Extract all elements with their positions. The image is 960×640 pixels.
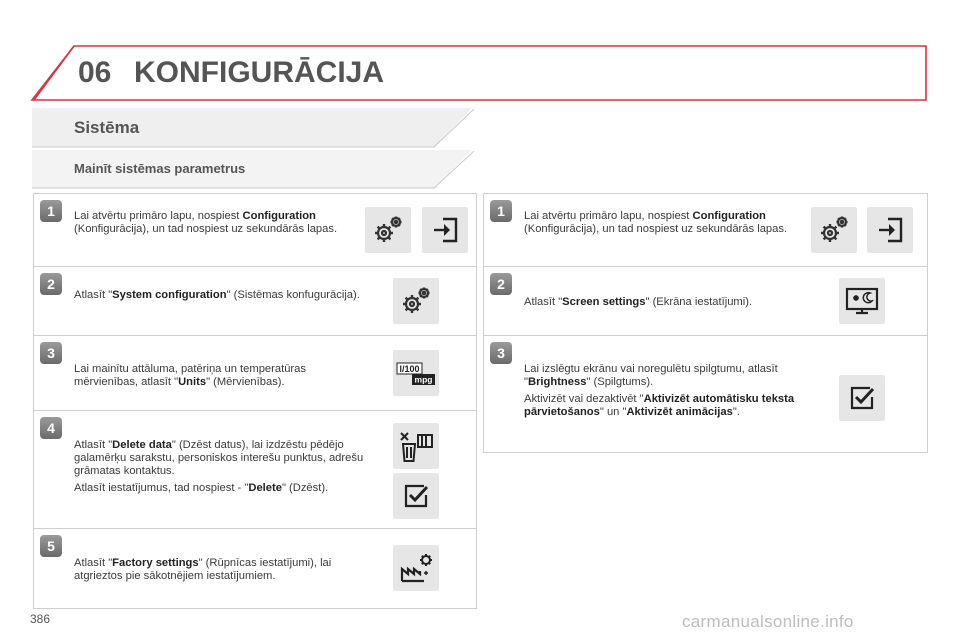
step-paragraph <box>74 557 364 583</box>
step-option-name: System configuration <box>112 289 227 301</box>
step-text: " (Rūpnīcas iestatījumi), lai atgrieztos pie sākotnējiem iestatījumiem. <box>74 557 332 582</box>
step-text: Aktivizēt vai dezaktivēt " <box>524 393 644 405</box>
right-steps-panel <box>483 193 928 453</box>
step-option-name: Units <box>178 376 207 388</box>
step-text: Atlasīt " <box>74 557 113 569</box>
step-paragraph <box>74 363 364 389</box>
step-text: (Konfigurācija), un tad nospiest uz sekundārās lapas. <box>524 223 788 235</box>
confirm-icon <box>393 473 439 519</box>
gears-icon <box>811 207 857 253</box>
step-number-badge: 2 <box>490 273 512 295</box>
step-description <box>74 439 364 499</box>
step-option-name: Configuration <box>692 210 766 222</box>
step-paragraph <box>74 289 364 302</box>
step-1 <box>484 194 927 267</box>
step-text: Lai atvērtu primāro lapu, nospiest <box>74 210 243 222</box>
page-number: 386 <box>30 612 51 626</box>
step-description <box>74 557 364 587</box>
step-number-badge: 5 <box>40 535 62 557</box>
watermark: carmanualsonline.info <box>682 612 854 631</box>
step-option-name: Screen settings <box>562 296 646 308</box>
units-icon-bottom-text: mpg <box>414 374 433 385</box>
step-5 <box>34 529 476 609</box>
step-option-name: Brightness <box>527 376 587 388</box>
step-text: " (Ekrāna iestatījumi). <box>645 296 753 308</box>
step-text: " (Spilgtums). <box>586 376 654 388</box>
step-text: Lai atvērtu primāro lapu, nospiest <box>524 210 693 222</box>
step-paragraph <box>524 363 814 389</box>
step-paragraph <box>74 439 364 478</box>
step-text: Atlasīt " <box>74 439 113 451</box>
step-text: Lai izslēgtu ekrānu vai noregulētu spilgtumu, atlasīt " <box>524 363 778 388</box>
step-text: " un " <box>599 406 627 418</box>
screen-settings-icon <box>839 278 885 324</box>
step-3 <box>34 336 476 411</box>
gears-icon <box>365 207 411 253</box>
step-paragraph <box>524 393 814 419</box>
step-option-name: Configuration <box>242 210 316 222</box>
step-number-badge: 4 <box>40 417 62 439</box>
step-number-badge: 1 <box>40 200 62 222</box>
step-description <box>74 363 364 393</box>
step-3 <box>484 336 927 454</box>
step-4 <box>34 411 476 529</box>
step-2 <box>34 267 476 336</box>
delete-data-icon <box>393 423 439 469</box>
step-description <box>524 296 814 313</box>
step-option-name: Aktivizēt animācijas <box>626 406 733 418</box>
gears-icon <box>393 278 439 324</box>
step-text: " (Dzēst datus), lai izdzēstu pēdējo galamērķu sarakstu, personiskos interešu punktus, adrešu grāmatas kontaktus. <box>74 439 364 477</box>
step-text: Atlasīt iestatījumus, tad nospiest - " <box>74 482 249 494</box>
step-option-name: Aktivizēt automātisku teksta pārvietošanos <box>524 393 795 418</box>
step-description <box>524 210 814 240</box>
step-paragraph <box>74 210 364 236</box>
chapter-title: KONFIGURĀCIJA <box>134 56 385 89</box>
step-description <box>74 210 364 240</box>
step-paragraph <box>524 296 814 309</box>
step-option-name: Factory settings <box>112 557 199 569</box>
step-text: " (Mērvienības). <box>206 376 285 388</box>
next-page-icon <box>867 207 913 253</box>
step-option-name: Delete <box>248 482 282 494</box>
step-text: Lai mainītu attāluma, patēriņa un temperatūras mērvienības, atlasīt " <box>74 363 306 388</box>
step-number-badge: 2 <box>40 273 62 295</box>
chapter-number: 06 <box>78 56 112 89</box>
step-text: (Konfigurācija), un tad nospiest uz sekundārās lapas. <box>74 223 338 235</box>
step-1 <box>34 194 476 267</box>
units-icon <box>393 350 439 396</box>
units-icon-top-text: l/100 <box>399 364 420 374</box>
step-option-name: Delete data <box>112 439 172 451</box>
step-text: ". <box>732 406 740 418</box>
step-number-badge: 1 <box>490 200 512 222</box>
step-paragraph <box>524 210 814 236</box>
next-page-icon <box>422 207 468 253</box>
step-2 <box>484 267 927 336</box>
step-text: Atlasīt " <box>524 296 563 308</box>
step-text: " (Sistēmas konfugurācija). <box>226 289 360 301</box>
step-paragraph <box>74 482 364 495</box>
step-description <box>74 289 364 306</box>
step-number-badge: 3 <box>490 342 512 364</box>
subsection-title: Mainīt sistēmas parametrus <box>74 161 246 176</box>
step-description <box>524 363 814 423</box>
left-steps-panel <box>33 193 477 609</box>
step-text: Atlasīt " <box>74 289 113 301</box>
section-title: Sistēma <box>74 118 140 137</box>
factory-settings-icon <box>393 545 439 591</box>
step-text: " (Dzēst). <box>281 482 329 494</box>
confirm-icon <box>839 375 885 421</box>
step-number-badge: 3 <box>40 342 62 364</box>
